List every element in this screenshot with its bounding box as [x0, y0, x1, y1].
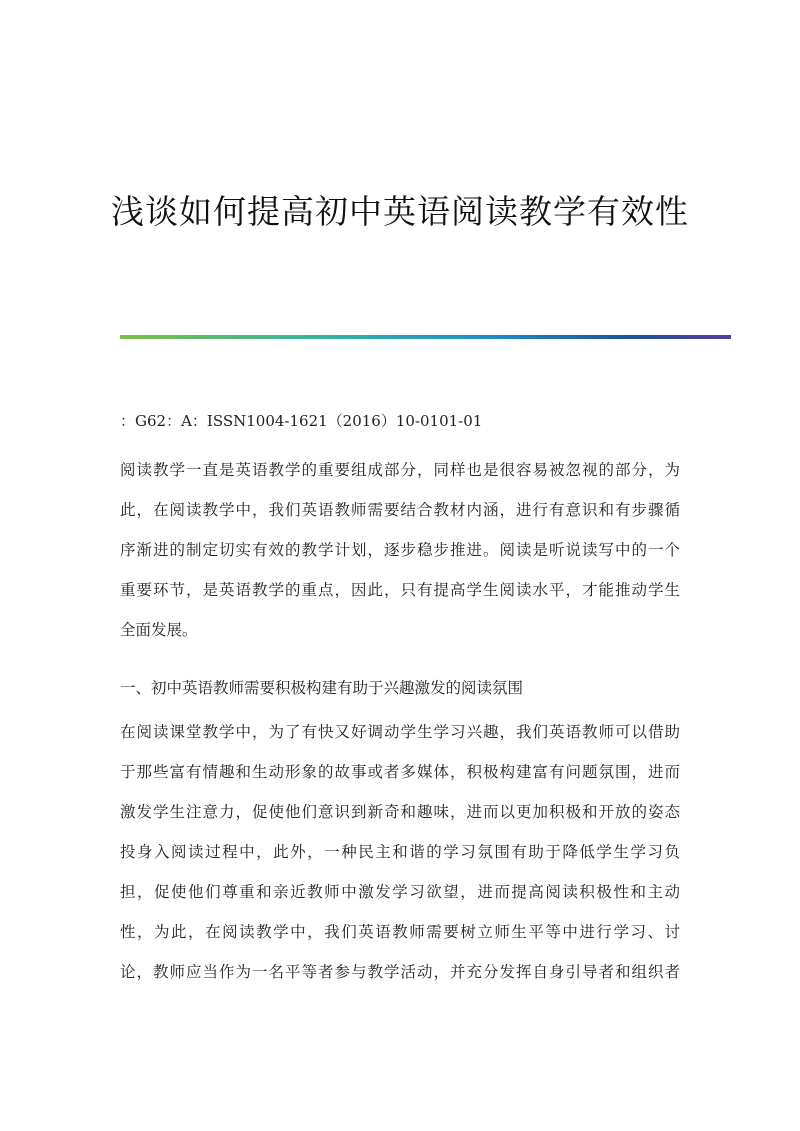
- section-heading: 一、初中英语教师需要积极构建有助于兴趣激发的阅读氛围: [120, 679, 524, 697]
- paragraph-line: 性，为此，在阅读教学中，我们英语教师需要树立师生平等中进行学习、讨: [120, 923, 680, 941]
- paragraph-line: 于那些富有情趣和生动形象的故事或者多媒体，积极构建富有问题氛围，进而: [120, 763, 680, 781]
- title-divider: [120, 335, 731, 339]
- paragraph-line: 全面发展。: [120, 621, 198, 639]
- paragraph-line: 投身入阅读过程中，此外，一种民主和谐的学习氛围有助于降低学生学习负: [120, 843, 680, 861]
- paragraph-line: 序渐进的制定切实有效的教学计划，逐步稳步推进。阅读是听说读写中的一个: [120, 541, 680, 559]
- paragraph-line: 重要环节，是英语教学的重点，因此，只有提高学生阅读水平，才能推动学生: [120, 581, 680, 599]
- intro-paragraph: [120, 458, 680, 658]
- paragraph-line: 在阅读课堂教学中，为了有快又好调动学生学习兴趣，我们英语教师可以借助: [120, 723, 680, 741]
- paragraph-line: 论，教师应当作为一名平等者参与教学活动，并充分发挥自身引导者和组织者: [120, 963, 680, 981]
- section-paragraph: [120, 720, 680, 1000]
- classification-meta: ：G62：A：ISSN1004-1621（2016）10-0101-01: [120, 412, 483, 430]
- paragraph-line: 此，在阅读教学中，我们英语教师需要结合教材内涵，进行有意识和有步骤循: [120, 501, 680, 519]
- document-title: 浅谈如何提高初中英语阅读教学有效性: [111, 192, 689, 231]
- paragraph-line: 阅读教学一直是英语教学的重要组成部分，同样也是很容易被忽视的部分，为: [120, 461, 680, 479]
- paragraph-line: 激发学生注意力，促使他们意识到新奇和趣味，进而以更加积极和开放的姿态: [120, 803, 680, 821]
- paragraph-line: 担，促使他们尊重和亲近教师中激发学习欲望，进而提高阅读积极性和主动: [120, 883, 680, 901]
